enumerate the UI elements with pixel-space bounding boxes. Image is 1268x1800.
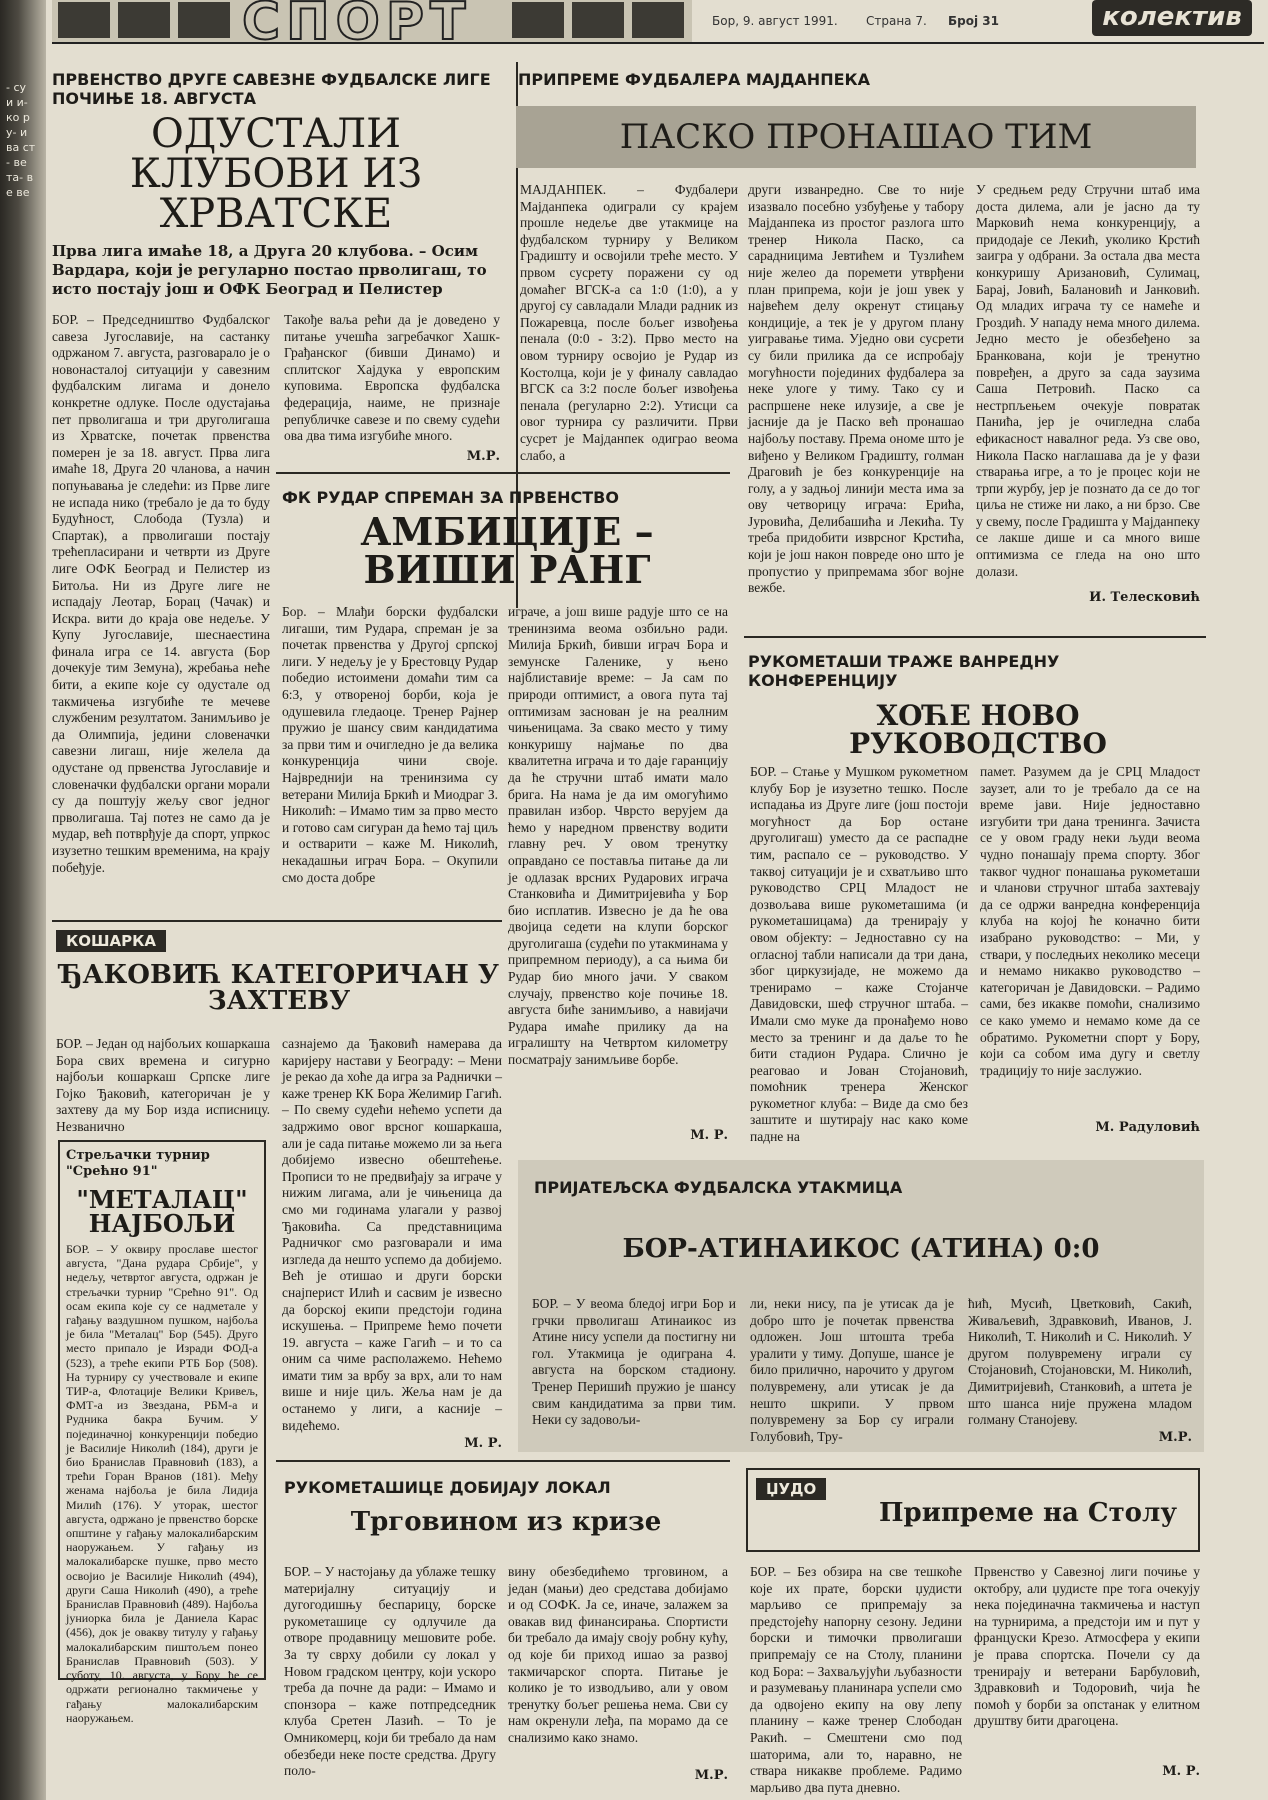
- article-kicker: РУКОМЕТАШИЦЕ ДОБИЈАЈУ ЛОКАЛ: [284, 1478, 611, 1497]
- place-date: Бор, 9. август 1991.: [712, 14, 838, 28]
- spine-text: - су и и- ко ру- и ва ст- ве та- ве ве: [6, 81, 36, 199]
- article-headline: БОР-АТИНАИКОС (АТИНА) 0:0: [622, 1234, 1100, 1264]
- article-kicker: Стрељачки турнир "Срећно 91": [66, 1148, 210, 1179]
- article-body-col: [508, 604, 728, 1143]
- article-body-col: БОР. – Председништво Фудбалског савеза Југославије, на састанку одржаном 7. августа, разговарало је о новонасталој ситуацији у савезним фудбалским лигама и донело конкретне одлуке. После одустајања пет прволигаша и три друголигаша из Хрватске, почетак првенства померен је за 18. август. Прва лига имаће 18, Друга 20 чланова, а начин попуњавања је следећи: из Прве лиге не испада нико (требало је да то буду Будућност, Слобода (Тузла) и Спартак), а прволигаши постају трећепласирани и четврти из Друге лиге ОФК Београд и Пелистер из Битоља. Ни из Друге лиге не испадају Леотар, Борац (Чачак) и Искра. вити до краја ове недеље. У Купу Југославије, шеснаестина финала игра се 14. августа (Бор дочекује тим Земуна), жребања неће бити, а екипе које су одустале од такмичења изгубиће те мечеве службеним резултатом. Занимљиво је да Олимпија, једини словеначки савезни лигаш, није желела да одустане од првенства Југославије и словеначки фудбалски органи морали су да поштују жељу свог једног прволигаша. Тај потез не само да је мудар, већ потврђује да спорт, упркос изузетно тешким временима, на крају побеђује.: [52, 312, 270, 875]
- article-body-col: Бор. – Млађи борски фудбалски лигаши, тим Рудара, спреман је за почетак првенства у Другој српској лиги. У недељу је у Брестовцу Рудар победио истоимени домаћи тим са 6:3, у отвореној борби, која је одушевила гледаоце. Тренер Рајнер пружио је шансу свим кандидатима за први тим и очигледно је да велика конкуренција чини своје. Највреднији на тренинзима су ветерани Милија Бркић и Миодраг З. Николић: – Имамо тим за прво место и готово сам сигуран да ћемо тај циљ и остварити – каже М. Николић, некадашњи играч Бора. – Окупили смо доста добре: [282, 604, 498, 885]
- page-number: Страна 7.: [866, 14, 927, 28]
- article-second-league: [52, 70, 500, 299]
- article-headline: "МЕТАЛАЦ" НАЈБОЉИ: [76, 1185, 248, 1238]
- article-headline: Трговином из кризе: [350, 1507, 662, 1537]
- article-body-col: [976, 182, 1200, 605]
- sport-pictogram-icon: [178, 2, 230, 38]
- column-divider: [276, 472, 730, 474]
- column-divider: [744, 636, 1206, 638]
- article-body-text: ћић, Мусић, Цветковић, Сакић, Живаљевић, Здравковић, Иванов, Ј. Николић, Т. Николић и С. Николић. У другом полувремену играли су Стојановић, Стојановски, М. Николић, Димитријевић, Станковић, а штета је што шанса није пружена младом голману Станојеву.: [968, 1296, 1192, 1428]
- article-body-text: Такође ваља рећи да је доведено у питање учешћа загребачког Хашк-Грађанског (бивши Динамо) и сплитског Хајдука у европским куповима. Европска фудбалска федерација, наиме, не признаје републичке савезе и по свему судећи ова два тима изгубиће много.: [284, 312, 500, 444]
- column-divider: [276, 1460, 730, 1462]
- article-signature: И. Телесковић: [1089, 590, 1200, 605]
- article-signature: М. Р.: [690, 1128, 728, 1143]
- article-majdanpek: [518, 70, 1218, 89]
- article-signature: М.Р.: [1158, 1430, 1192, 1445]
- headline-banner: [516, 106, 1196, 168]
- article-body-col: БОР. – Један од најбољих кошаркаша Бора свих времена и сигурно најбољи кошаркаш Српске лиге Гојко Ђаковић, категоричан је у захтеву да му Бор изда исписницу. Незванично: [56, 1036, 270, 1134]
- article-headline: ХОЋЕ НОВО РУКОВОДСТВО: [849, 699, 1107, 760]
- article-handball-men: [748, 652, 1208, 758]
- article-handball-women: [284, 1478, 728, 1535]
- article-body-text: сазнајемо да Ђаковић намерава да каријеру настави у Београду: – Мени је рекао да хоће да игра за Раднички – каже тренер КК Бора Желимир Гагић. – По свему судећи нећемо успети да задржимо овог врсног кошаркаша, али је сада питање можемо ли за њега добијемо извесно обештећење. Прописи то не предвиђају за играче у нижим лигама, али је чињеница да смо ми годинама улагали у развој Ђаковића. Са представницима Радничког смо разговарали и има изгледа да нешто успемо да добијемо. Већ је отишао и други борски снајперист Илић и сасвим је извесно да борској екипи предстоји година искушења. – Припреме ћемо почети 19. августа – каже Гагић – и то са оним са чиме располажемо. Нећемо имати тим за врбу за врх, али то нам више и није циљ. Жеља нам је да останемо у лиги, а касније – видећемо.: [282, 1036, 502, 1433]
- article-signature: М.Р.: [466, 448, 500, 464]
- sport-pictogram-icon: [58, 2, 110, 38]
- page-spine: [0, 0, 46, 1800]
- article-body-col: [974, 1564, 1200, 1779]
- article-body-col: [508, 1564, 728, 1783]
- article-kicker: РУКОМЕТАШИ ТРАЖЕ ВАНРЕДНУ КОНФЕРЕНЦИЈУ: [748, 652, 1060, 690]
- article-body-col: БОР. – Стање у Мушком рукометном клубу Бор је изузетно тешко. После испадања из Друге лиге (још постоји могућност да Бор остане друголигаш) уместо да се распадне тим, распало се – руководство. У таквој ситуацији је и схватљиво што руководство СРЦ Младост не дозвољава више рукометашима (и рукометашицама) да тренирају у овом објекту: – Једноставно су на огласној табли написали да три дана, због циркузијаде, не можемо да тренирамо – каже Стојанче Давидовски, шеф стручног штаба. – Имали смо муке да пронађемо ново место за тренинг и да даље то ће бити стадион Рудара. Слично је реаговао и Јован Стојановић, помоћник тренера Женског рукометног клуба: – Виде да смо без заштите и шутирају нас како коме падне на: [750, 764, 968, 1145]
- article-signature: М.Р.: [694, 1768, 728, 1783]
- article-body-col: [284, 312, 500, 464]
- article-friendly-match: [518, 1160, 1204, 1452]
- article-headline: АМБИЦИЈЕ – ВИШИ РАНГ: [360, 509, 654, 592]
- article-body-col: БОР. – У настојању да ублаже тешку материјалну ситуацију и дугогодишњу беспарицу, борске рукометашице су одлучиле да отворе продавницу мешовите робе. За ту сврху добили су локал у Новом градском центру, који ускоро треба да почне да ради: – Имамо и спонзора – каже потпредседник клуба Сретен Лазић. – То је Омникомерц, који би требало да нам обезбеди неке посте средства. Другу поло-: [284, 1564, 496, 1779]
- article-body-col: [282, 1036, 502, 1451]
- article-body-col: БОР. – У веома бледој игри Бор и грчки прволигаш Атинаикос из Атине нису успели да постигну ни гол. Утакмица је одиграна 4. августа на борском стадиону. Тренер Перишић пружио је шансу свим кандидатима за први тим. Неки су задовољи-: [532, 1296, 736, 1428]
- article-headline: Припреме на Столу: [879, 1498, 1177, 1528]
- article-body-text: Првенство у Савезној лиги почиње у октобру, али џудисте пре тога очекују нека појединачна такмичења и наступ на турнирима, а предстоји им и пут у француски Крезо. Атмосфера у екипи је права спортска. Почели су да тренирају и ветерани Барбуловић, Здравковић и Тодоровић, чија ће помоћ у борби за опстанак у елитном друштву бити драгоцена.: [974, 1564, 1200, 1729]
- article-body-text: вину обезбедићемо трговином, а један (мањи) део средстава добијамо и од СОФК. Ја се, иначе, залажем за овакав вид финансирања. Спортисти би требало да имају своју робну кућу, од које би приход ишао за развој такмичарског спорта. Питање је колико је то изводљиво, али у овом тренутку бољег решења нема. Сви су нам окренули леђа, па морамо да се снализимо како знамо.: [508, 1564, 728, 1745]
- article-headline: ПАСКО ПРОНАШАО ТИМ: [619, 117, 1093, 157]
- section-banner: [52, 0, 692, 52]
- sport-pictogram-icon: [632, 2, 684, 38]
- sport-pictogram-icon: [512, 2, 564, 38]
- article-body-text: памет. Разумем да је СРЦ Младост заузет, али то је требало да се на време јави. Није једноставно изгубити три дана тренинга. Зачиста се у овом граду неки људи веома чудно понашају према спорту. Због таквог чудног понашања рукометаши и чланови стручног штаба захтевају да се одржи ванредна конференција клуба на којој ће коначно бити изабрано руководство: – Ми, у ствари, у последњих неколико месеци и немамо никакво руководство – категоричан је Давидовски. – Радимо сами, без икакве помоћи, снализимо се како умемо и немамо коме да се обратимо. Рукометни спорт у Бору, који са собом има дугу и светлу традицију то није заслужио.: [980, 764, 1200, 1078]
- article-rudar: [282, 488, 732, 592]
- article-body-text: БОР. – У оквиру прославе шестог августа, "Дана рудара Србије", у недељу, четвртог августа, одржан је стрељачки турнир "Срећно 91". Од осам екипа које су се надметале у гађању ваздушном пушком, најбоља је била "Металац" Бор (545). Друго место припало је Изради ФОД-а (523), а треће екипи РТБ Бор (508). На турниру су учествовале и екипе ТИР-а, Флотације Велики Кривељ, ФМТ-а из Звездана, РБМ-а и Рудника бакра Бучим. У појединачној конкуренцији победио је Василије Николић (184), други је био Бранислав Правновић (183), а трећи Горан Вранов (181). Међу женама најбоља је била Лидија Милић (176). У уторак, шестог августа, одржано је првенство борске општине у гађању малокалибарским наоружањем. У гађању из малокалибарске пушке, прво место освојио је Василије Николић (494), други Саша Николић (490), а треће Бранислав Правновић (489). Најбоља јуниорка била је Даниела Карас (456), док је овакву титулу у гађању малокалибарским пиштољем понео Бранислав Правновић (503). У суботу, 10. августа, у Бору ће се одржати регионално такмичење у гађању малокалибарским наоружањем.: [66, 1242, 258, 1725]
- article-kicker: ПРИЈАТЕЉСКА ФУДБАЛСКА УТАКМИЦА: [534, 1178, 903, 1197]
- section-title: СПОРТ: [242, 0, 472, 52]
- article-body-col: МАЈДАНПЕК. – Фудбалери Мајданпека одиграли су крајем прошле недеље две утакмице на фудбалском турниру у Великом Градишту и освојили треће место. У првом сусрету поражени су од домаћег ВГСК-а са 1:0 (1:0), а у другој су савладали Млади радник из Пожаревца, после бољег извођења пенала (0:0 - 3:2). Прво место на овом турниру освојио је Рудар из Костолца, који је у финалу савладао ВГСК са 3:2 после бољег извођења пенала (регуларно 2:2). Утисци са овог турнира су различити. Први сусрет је Мајданпек одиграо веома слабо, а: [520, 182, 738, 463]
- section-tag: КОШАРКА: [56, 930, 166, 952]
- article-headline: ОДУСТАЛИ КЛУБОВИ ИЗ ХРВАТСКЕ: [129, 111, 423, 237]
- article-signature: М. Р.: [464, 1436, 502, 1451]
- article-body-col: [980, 764, 1200, 1135]
- article-body-text: играче, а још више радује што се на тренинзима веома озбиљно ради. Милија Бркић, бивши играч Бора и земунске Галенике, у њено најблиставије време: – Ја сам по природи оптимист, а овога пута тај оптимизам заснован је на реалним чињеницама. За свако место у тиму конкуришу најмање по два квалитетна играча и то даје гаранцију да ће стручни штаб имати мало брига. На нама је да им омогућимо правилан избор. Чврсто верујем да ћемо у наредном првенству водити главну реч. У овом тренутку оправдано се поставља питање да ли је одлазак врсних Рударових играча Станковића и Димитријевића у Бор био исплатив. Извесно је да ће ова двојица седети на клупи борског друголигаша (судећи по утакминама у припремном периоду), а са њима би Рудар био много јачи. У сваком случају, првенство које почиње 18. августа биће занимљиво, а навијачи Рудара имаће прилику да на игралишту на Четвртом километру посматрају занимљиве борбе.: [508, 604, 728, 1068]
- sport-pictogram-icon: [572, 2, 624, 38]
- newspaper-logo: колектив: [1092, 0, 1252, 36]
- article-body-col: БОР. – Без обзира на све тешкоће које их прате, борски џудисти марљиво се припремају за предстојећу напорну сезону. Једини борски и тимочки прволигаши припремају се на Столу, планини код Бора: – Захваљујући љубазности и разумевању планинара успели смо да одвојено екипу на ову лепу планину – каже тренер Слободан Ракић. – Смештени смо под шаторима, али то, наравно, не ствара никакве проблеме. Радимо марљиво два пута дневно.: [750, 1564, 962, 1795]
- article-headline: ЂАКОВИЋ КАТЕГОРИЧАН У ЗАХТЕВУ: [59, 960, 499, 1016]
- article-body-col: ли, неки нису, па је утисак да је добро што је почетак првенства одложен. Још штошта треба уралити у тиму. Допуше, шансе је било прилично, нарочито у другом полувремену, али утисак је да нешто шкрипи. У првом полувремену за Бор су играли Голубовић, Тру-: [750, 1296, 954, 1444]
- column-divider: [52, 920, 502, 922]
- article-lead: Прва лига имаће 18, а Друга 20 клубова. – Осим Вардара, који је регуларно постао прволигаш, то исто постају још и ОФК Београд и Пелистер: [52, 242, 487, 298]
- article-signature: М. Радуловић: [1095, 1120, 1200, 1135]
- article-kicker: ПРВЕНСТВО ДРУГЕ САВЕЗНЕ ФУДБАЛСКЕ ЛИГЕ ПОЧИЊЕ 18. АВГУСТА: [52, 70, 491, 108]
- article-body-col: [968, 1296, 1192, 1445]
- article-signature: М. Р.: [1162, 1764, 1200, 1779]
- article-body-col: други изванредно. Све то није изазвало посебно узбуђење у табору Мајданпека из простог разлога што тренер Никола Паско, са сарадницима Јевтићем и Тузлићем није желео да поремети утврђени план припрема, који је још увек у највећем делу окренут стицању кондиције, а тек је у другом плану уигравање тима. Уједно ови сусрети су били прилика да се испробају могућности појединих фудбалера за неке улоге у тиму. Тако су и распршене неке илузије, а све је јасније да је Паско већ пронашао најбољу поставу. Према ономе што је виђено у Великом Градишту, голман Драговић је без конкуренције на голу, а у задњој линији места има за ову четворицу играча: Ерића, Јуровића, Делибашића и Лекића. Ту треба придобити изврсног Крстића, који је још након повреде оно што је пропустио у припремама због војне вежбе.: [748, 182, 964, 596]
- issue-number: Број 31: [948, 14, 999, 28]
- section-tag: ЏУДО: [756, 1478, 826, 1500]
- article-kicker: ПРИПРЕМЕ ФУДБАЛЕРА МАЈДАНПЕКА: [518, 70, 870, 89]
- sport-pictogram-icon: [118, 2, 170, 38]
- masthead-bar: [52, 0, 1264, 52]
- article-body-text: У средњем реду Стручни штаб има доста дилема, али је јасно да ту Марковић нема конкуренцију, а придодаје се Лекић, уколико Крстић заигра у одбрани. За остала два места конкуришу Аризановић, Сулимац, Барај, Јовић, Балановић и Јанковић. Од младих играча ту се намеће и Гроздић. У нападу нема много дилема. Једно место је обезбеђено за Бранкована, који је тренутно повређен, а друго за сада заузима Саша Петровић. Паско са нестрпљењем очекује повратак Панића, јер је очигледна слаба ефикасност навалног реда. Уз све ово, Никола Паско наглашава да је у фази стварања игре, а то је процес који не трпи журбу, јер је познато да се до тог циља не стиже ни лако, а ни брзо. Све у свему, после Градишта у Мајданпеку се лакше дише и са много више оптимизма се гледа на оно што долази.: [976, 182, 1200, 579]
- article-kicker: ФК РУДАР СПРЕМАН ЗА ПРВЕНСТВО: [282, 488, 619, 507]
- article-shooting-box: [58, 1140, 266, 1725]
- article-judo-header: [746, 1468, 1200, 1552]
- article-basketball: [56, 930, 502, 1014]
